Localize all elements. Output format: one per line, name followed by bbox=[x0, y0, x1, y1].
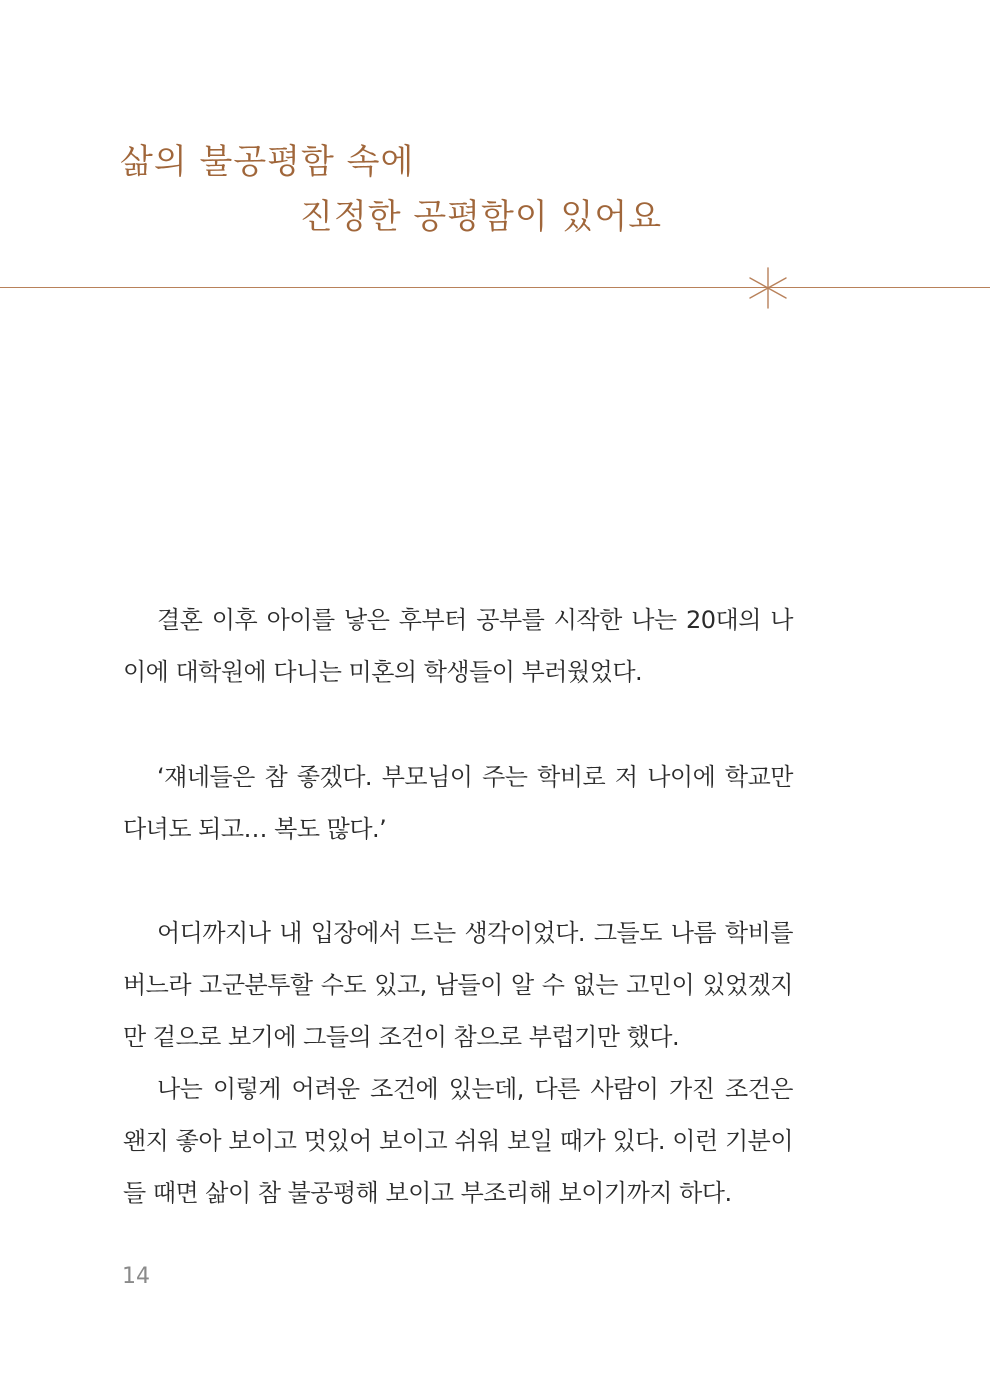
title-divider bbox=[0, 287, 990, 288]
paragraph-1 bbox=[123, 594, 793, 698]
paragraph-text: 어디까지나 내 입장에서 드는 생각이었다. 그들도 나름 학비를 버느라 고군분투할 수도 있고, 남들이 알 수 없는 고민이 있었겠지만 겉으로 보기에 그들의 조건이 참으로 부럽기만 했다. bbox=[123, 919, 793, 1051]
paragraph-3 bbox=[123, 907, 793, 1219]
page-number: 14 bbox=[122, 1264, 150, 1289]
paragraph-2 bbox=[123, 751, 793, 855]
paragraph-text: 나는 이렇게 어려운 조건에 있는데, 다른 사람이 가진 조건은 왠지 좋아 보이고 멋있어 보이고 쉬워 보일 때가 있다. 이런 기분이 들 때면 삶이 참 불공평해 보이고 부조리해 보이기까지 하다. bbox=[123, 1075, 793, 1207]
chapter-title-line-1: 삶의 불공평함 속에 bbox=[120, 142, 415, 182]
chapter-title-line-2: 진정한 공평함이 있어요 bbox=[300, 197, 663, 237]
paragraph-text: ‘쟤네들은 참 좋겠다. 부모님이 주는 학비로 저 나이에 학교만 다녀도 되고… 복도 많다.’ bbox=[123, 763, 793, 843]
paragraph-text: 결혼 이후 아이를 낳은 후부터 공부를 시작한 나는 20대의 나이에 대학원에 다니는 미혼의 학생들이 부러웠었다. bbox=[123, 606, 793, 686]
asterisk-star-icon bbox=[746, 266, 790, 310]
